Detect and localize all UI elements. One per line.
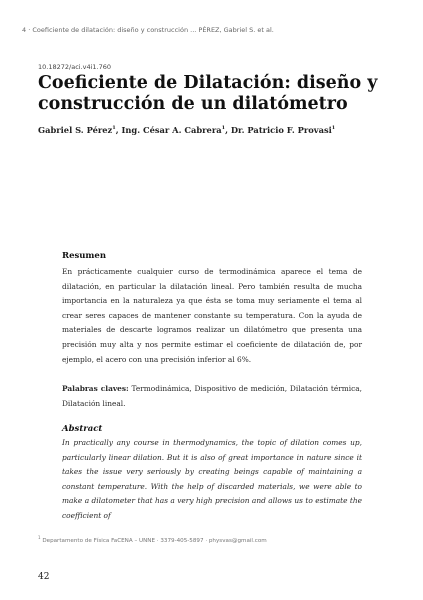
keywords-label: Palabras claves: xyxy=(62,384,129,393)
affiliation-footnote xyxy=(38,535,388,544)
author-affiliation-mark: 1 xyxy=(331,125,336,132)
running-header: 4 · Coeficiente de dilatación: diseño y construcción ... PÉREZ, Gabriel S. et al. xyxy=(22,26,274,34)
author-affiliation-mark: 1 xyxy=(221,125,226,132)
abstract-heading: Abstract xyxy=(62,424,103,434)
resumen-text: En prácticamente cualquier curso de termodinámica aparece el tema de dilatación, en particular la dilatación lineal. Pero también resulta de mucha importancia en la naturaleza ya que ésta se toma muy seriamente el tema al crear seres capaces de mantener constante su temperatura. Con la ayuda de materiales de descarte logramos realizar un dilatómetro que presenta una precisión muy alta y nos permite estimar el coeficiente de dilatación de, por ejemplo, el acero con una precisión inferior al 6%. xyxy=(62,267,362,364)
doi[interactable]: 10.18272/aci.v4i1.760 xyxy=(38,63,112,71)
keywords xyxy=(62,382,362,411)
page-number: 42 xyxy=(38,572,50,582)
keywords-text: Termodinámica, Dispositivo de medición, Dilatación térmica, Dilatación lineal. xyxy=(62,384,363,408)
resumen-heading: Resumen xyxy=(62,251,107,261)
author-name: Gabriel S. Pérez xyxy=(38,125,113,135)
author-name: , Ing. César A. Cabrera xyxy=(115,125,222,135)
abstract-text: In practically any course in thermodynamics, the topic of dilation comes up, particularly linear dilation. But it is also of great importance in nature since it takes the issue very seriously by creating beings capable of maintaining a constant temperature. With the help of discarded materials, we were able to make a dilatometer that has a very high precision and allows us to estimate the coefficient of xyxy=(62,438,362,520)
paper-title: Coeficiente de Dilatación: diseño y construcción de un dilatómetro xyxy=(38,73,378,114)
author-affiliation-mark: 1 xyxy=(112,125,116,132)
footnote-mark: 1 xyxy=(38,535,41,540)
author-name: , Dr. Patricio F. Provasi xyxy=(225,125,332,135)
footnote-text: Departamento de Física FaCENA – UNNE · 3379-405-5897 · physvas@gmail.com xyxy=(40,537,267,544)
author-list xyxy=(38,125,388,135)
